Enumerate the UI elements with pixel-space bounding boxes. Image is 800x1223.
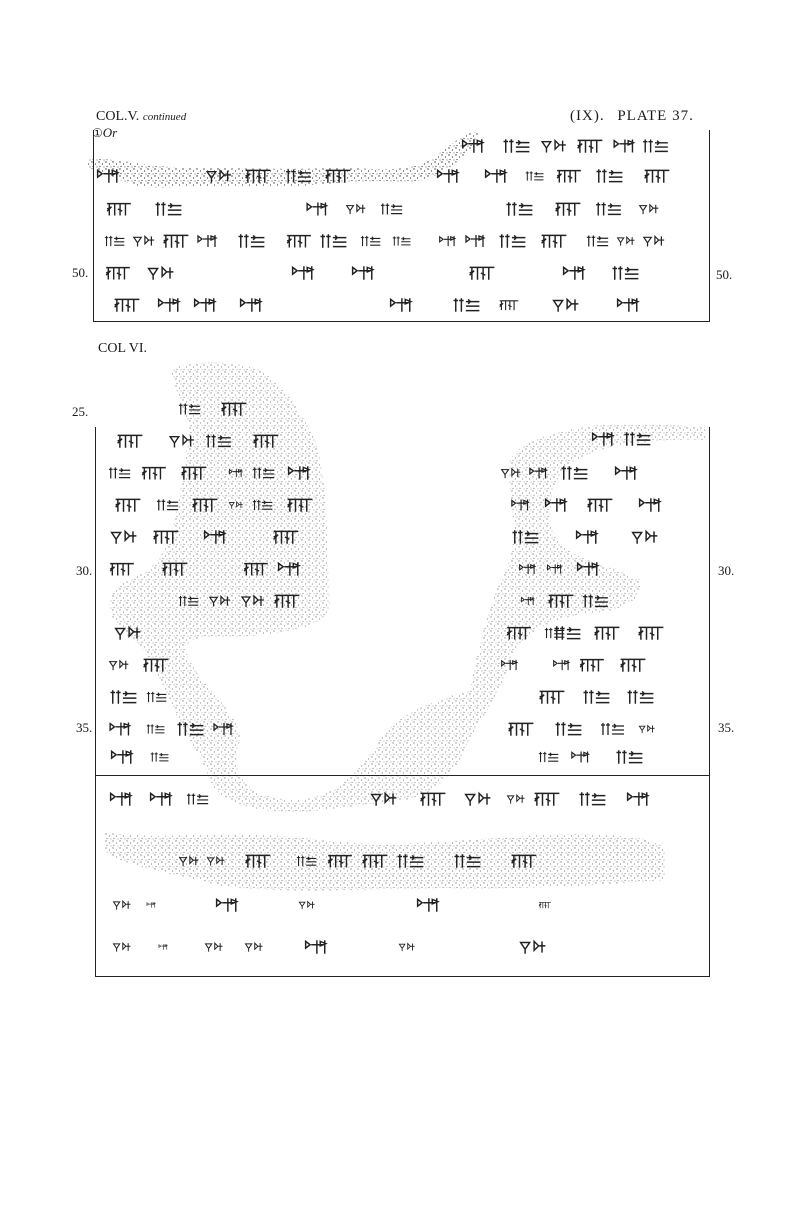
column-v-label: COL.V. xyxy=(96,109,140,124)
column-v-cuneiform xyxy=(98,139,670,312)
damage-area xyxy=(88,132,480,187)
plate-numeral: (IX). xyxy=(570,108,605,124)
damage-area xyxy=(110,363,705,813)
line-number-30-right: 30. xyxy=(718,563,735,578)
damage-area xyxy=(105,832,665,890)
continued-note: continued xyxy=(142,111,187,123)
line-number-35-left: 35. xyxy=(76,720,93,735)
line-number-50-right: 50. xyxy=(716,267,733,282)
line-number-50-left: 50. xyxy=(72,265,89,280)
footnote-marker: ① xyxy=(92,126,103,140)
plate-label: PLATE 37. xyxy=(617,108,694,124)
column-vi-heading: COL VI. xyxy=(98,341,147,356)
footnote-text: Or xyxy=(102,125,118,140)
line-number-30-left: 30. xyxy=(76,563,93,578)
line-number-35-right: 35. xyxy=(718,720,735,735)
line-number-25: 25. xyxy=(72,404,89,419)
